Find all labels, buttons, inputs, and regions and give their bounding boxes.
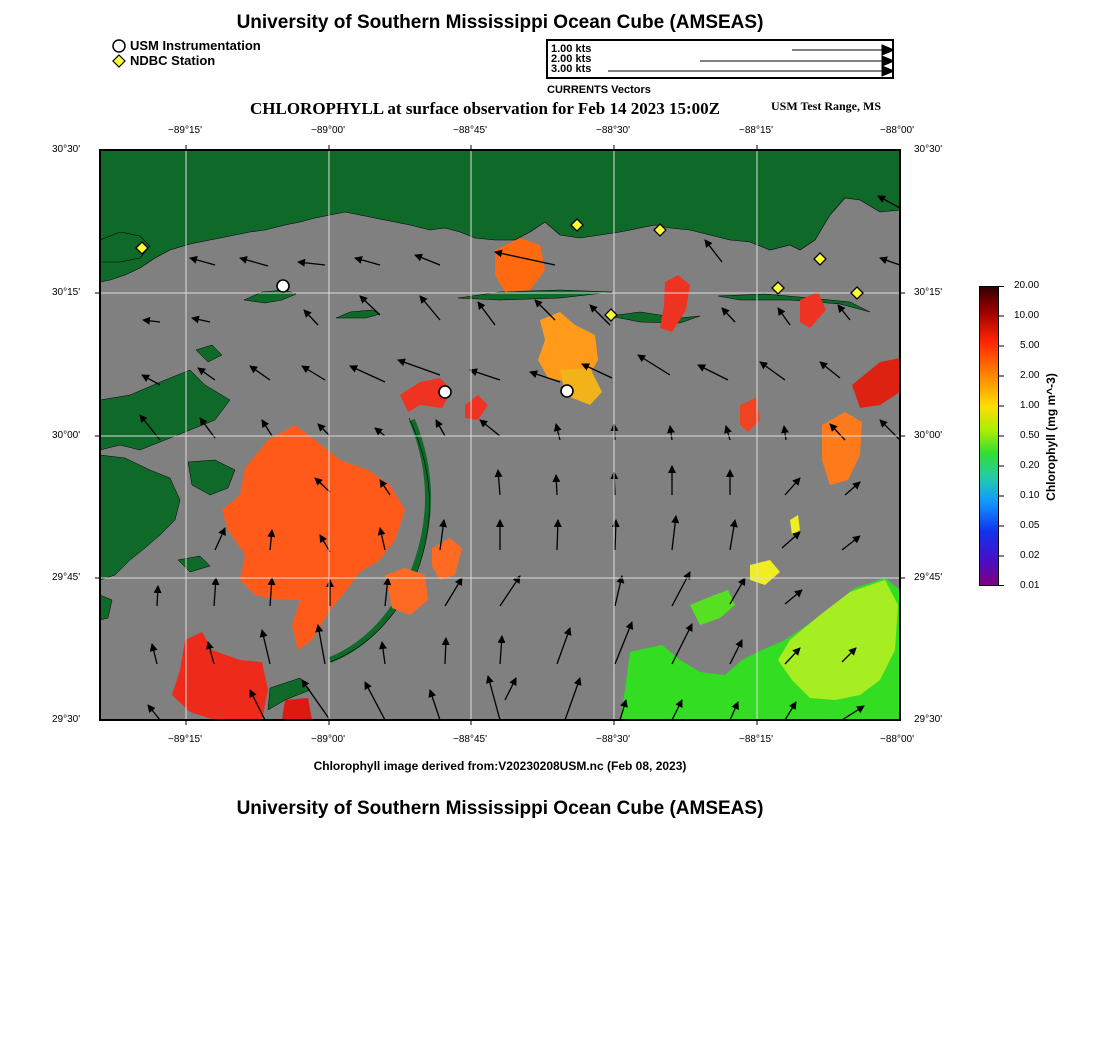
lon-tick-label: −88°15' bbox=[739, 125, 773, 136]
lon-tick-label: −89°15' bbox=[168, 734, 202, 745]
colorbar-tick-label: 5.00 bbox=[1020, 340, 1040, 351]
colorbar-ticks bbox=[999, 286, 1007, 586]
colorbar-tick-label: 2.00 bbox=[1020, 370, 1040, 381]
page-title: University of Southern Mississippi Ocean Cube (AMSEAS) bbox=[236, 12, 764, 33]
vector-key-row: 1.00 kts bbox=[551, 43, 592, 55]
colorbar-tick-label: 0.01 bbox=[1020, 580, 1040, 591]
lon-tick-label: −88°45' bbox=[453, 734, 487, 745]
lat-tick-label: 29°30' bbox=[52, 714, 81, 725]
colorbar-label: Chlorophyll (mg m^-3) bbox=[1044, 373, 1058, 501]
colorbar-tick-label: 0.50 bbox=[1020, 430, 1040, 441]
ndbc-legend-label: NDBC Station bbox=[130, 53, 216, 68]
colorbar-tick-label: 1.00 bbox=[1020, 400, 1040, 411]
lat-tick-label: 30°30' bbox=[914, 144, 943, 155]
vector-key-row: 2.00 kts bbox=[551, 53, 592, 65]
source-caption: Chlorophyll image derived from:V20230208USM.nc (Feb 08, 2023) bbox=[313, 759, 687, 773]
lon-tick-label: −88°30' bbox=[596, 125, 630, 136]
map-canvas bbox=[100, 150, 900, 720]
lat-tick-label: 29°45' bbox=[52, 572, 81, 583]
plot-title: CHLOROPHYLL at surface observation for Feb 14 2023 15:00Z bbox=[250, 99, 720, 118]
colorbar-tick-label: 0.05 bbox=[1020, 520, 1040, 531]
lat-tick-label: 30°00' bbox=[914, 430, 943, 441]
lon-tick-label: −89°00' bbox=[311, 734, 345, 745]
colorbar bbox=[979, 286, 999, 586]
chl-patch-red bbox=[282, 698, 312, 720]
vector-key-row: 3.00 kts bbox=[551, 63, 592, 75]
colorbar-tick-label: 0.10 bbox=[1020, 490, 1040, 501]
lon-tick-label: −88°15' bbox=[739, 734, 773, 745]
region-label: USM Test Range, MS bbox=[771, 99, 882, 113]
lon-tick-label: −88°30' bbox=[596, 734, 630, 745]
lon-tick-label: −88°00' bbox=[880, 734, 914, 745]
lat-tick-label: 29°45' bbox=[914, 572, 943, 583]
lat-tick-label: 30°00' bbox=[52, 430, 81, 441]
usm-instrument-marker bbox=[439, 386, 451, 398]
lon-tick-label: −89°00' bbox=[311, 125, 345, 136]
lat-tick-label: 30°30' bbox=[52, 144, 81, 155]
colorbar-tick-label: 20.00 bbox=[1014, 280, 1040, 291]
colorbar-tick-label: 0.20 bbox=[1020, 460, 1040, 471]
lon-tick-label: −88°00' bbox=[880, 125, 914, 136]
footer-title: University of Southern Mississippi Ocean Cube (AMSEAS) bbox=[236, 798, 764, 819]
usm-legend-label: USM Instrumentation bbox=[130, 38, 261, 53]
lon-tick-label: −88°45' bbox=[453, 125, 487, 136]
colorbar-tick-label: 10.00 bbox=[1014, 310, 1040, 321]
lat-tick-label: 30°15' bbox=[914, 287, 943, 298]
lon-tick-label: −89°15' bbox=[168, 125, 202, 136]
usm-instrument-marker bbox=[277, 280, 289, 292]
lat-tick-label: 30°15' bbox=[52, 287, 81, 298]
vector-key-caption: CURRENTS Vectors bbox=[547, 84, 651, 96]
colorbar-tick-label: 0.02 bbox=[1020, 550, 1040, 561]
lat-tick-label: 29°30' bbox=[914, 714, 943, 725]
usm-instrument-marker bbox=[561, 385, 573, 397]
